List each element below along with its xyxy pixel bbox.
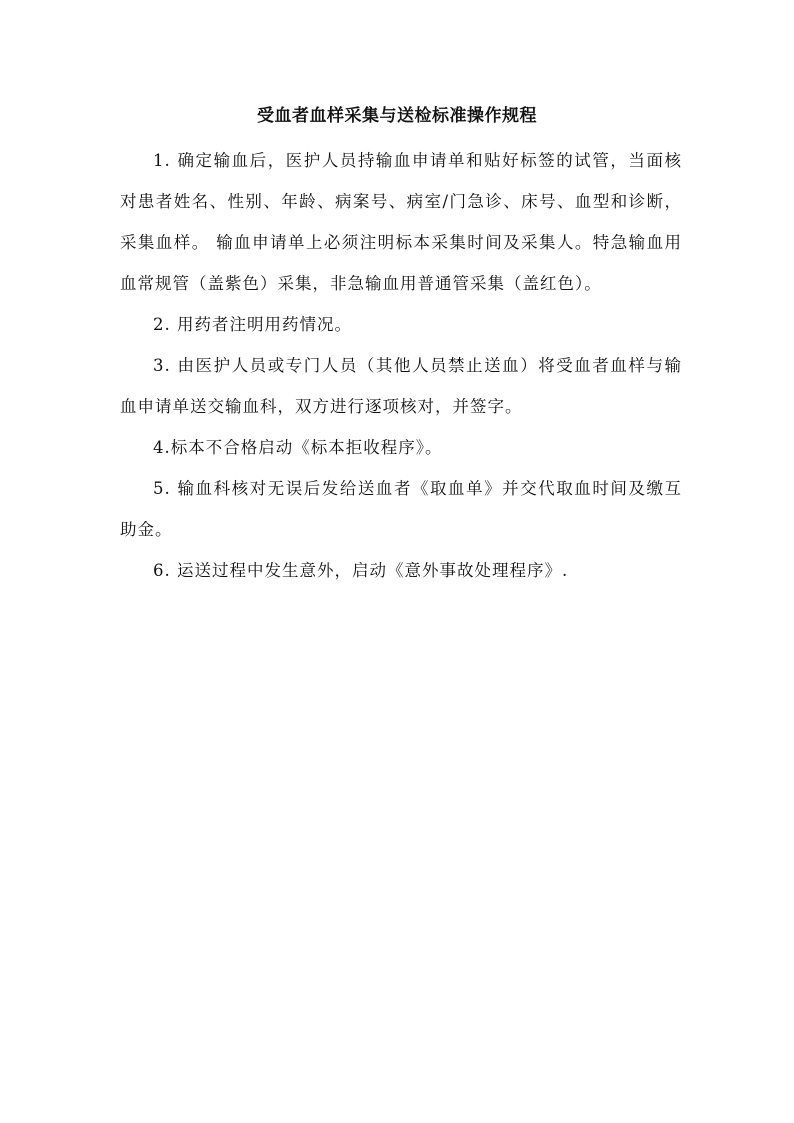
- paragraph-4: 4.标本不合格启动《标本拒收程序》。: [153, 438, 443, 457]
- document-title: 受血者血样采集与送检标准操作规程: [257, 106, 537, 126]
- paragraph-1: 1. 确定输血后，医护人员持输血申请单和贴好标签的试管，当面核对患者姓名、性别、年龄、病案号、病室/门急诊、床号、血型和诊断，采集血样。 输血申请单上必须注明标本采集时间及采集人。特急输血用血常规管（盖紫色）采集，非急输血用普通管采集（盖红色）。: [120, 151, 682, 293]
- document-body: [120, 140, 682, 591]
- paragraph-5: 5. 输血科核对无误后发给送血者《取血单》并交代取血时间及缴互助金。: [120, 479, 682, 539]
- paragraph-3: 3. 由医护人员或专门人员（其他人员禁止送血）将受血者血样与输血申请单送交输血科，双方进行逐项核对，并签字。: [120, 356, 682, 416]
- paragraph-2: 2. 用药者注明用药情况。: [153, 315, 352, 334]
- paragraph-6: 6. 运送过程中发生意外，启动《意外事故处理程序》.: [153, 561, 569, 580]
